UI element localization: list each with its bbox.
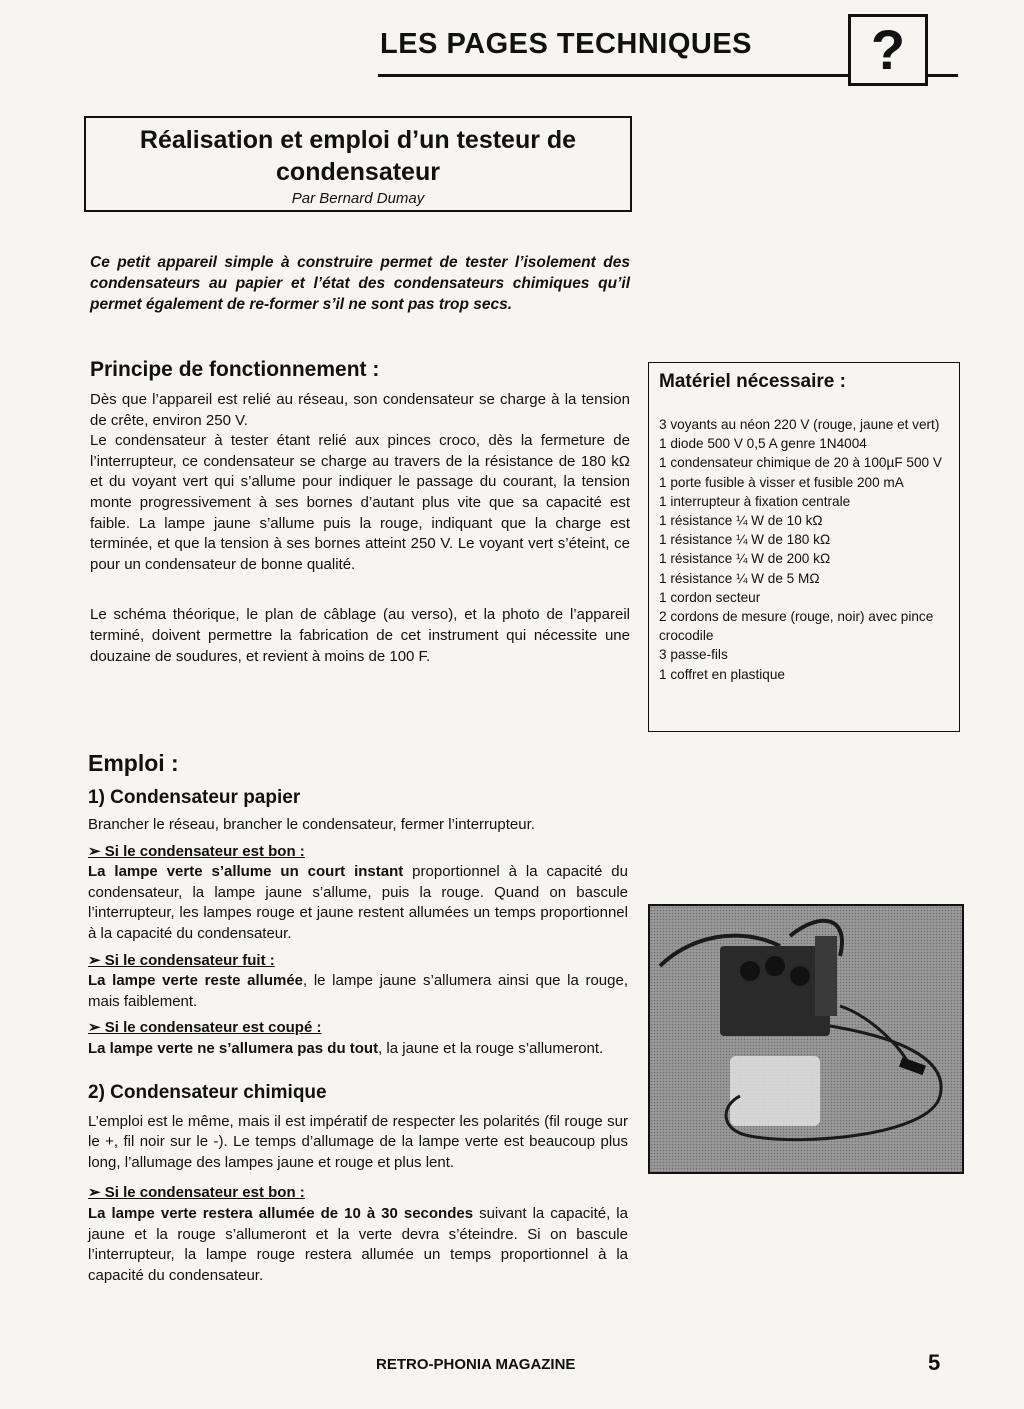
papier-fuit-text [88,971,628,1012]
materiel-item: 1 résistance ¼ W de 10 kΩ [659,513,823,529]
emploi-heading: Emploi : [88,750,179,776]
intro-paragraph: Ce petit appareil simple à construire permet de tester l’isolement des condensateurs au papier et l’état des condensateurs chimiques qu’il permet également de re-former s’il ne sont pas trop secs. [90,254,630,313]
emploi-section [88,750,628,1286]
materiel-item: 1 diode 500 V 0,5 A genre 1N4004 [659,436,867,452]
article-title-box [84,116,632,212]
papier-coupe-text [88,1039,628,1060]
materiel-item: 1 interrupteur à fixation centrale [659,493,851,509]
title-line-1: Réalisation et emploi d’un testeur de [139,126,577,154]
papier-fuit-label: ➢ Si le condensateur fuit : [88,951,275,969]
chimique-bon-rest: suivant la capacité, la jaune et la rouge s’allumeront et la verte devra s’éteindre. Si on bascule l’interrupteur, la lampe rouge restera allumée un temps proportionnel à la capacité du condensateur. [88,1204,628,1284]
title-line-2: condensateur [276,158,440,186]
principe-paragraph-2: Le condensateur à tester étant relié aux pinces croco, dès la fermeture de l’interrupteur, ce condensateur se charge au travers de la résistance de 180 kΩ et du voyant vert qui s’allume pour indiquer le passage du courant, la tension monte progressivement à ses bornes d’autant plus vite que sa capacité est faible. La lampe jaune s’allume puis la rouge, indiquant que la charge est terminée, et que la tension à ses bornes atteint 250 V. Le voyant vert s’éteint, ce pour un condensateur de bonne qualité. [90,432,630,573]
footer-magazine: RETRO-PHONIA MAGAZINE [376,1356,576,1373]
materiel-item: 1 porte fusible à visser et fusible 200 mA [659,474,904,490]
article-title [86,118,630,188]
device-photo-illustration [650,906,962,1172]
materiel-item: 1 coffret en plastique [659,666,785,682]
materiel-item: 3 voyants au néon 220 V (rouge, jaune et vert) [659,417,940,432]
chimique-intro: L’emploi est le même, mais il est impératif de respecter les polarités (fil rouge sur le +, fil noir sur le -). Le temps d’allumage de la lampe verte est beaucoup plus long, l’allumage des lampes jaune et rouge et plus lent. [88,1112,628,1171]
device-photo [648,904,964,1174]
papier-coupe-rest: , la jaune et la rouge s’allumeront. [378,1039,604,1057]
chimique-bon-text [88,1204,628,1286]
papier-coupe-label: ➢ Si le condensateur est coupé : [88,1019,322,1037]
section-title: LES PAGES TECHNIQUES [380,28,753,60]
principe-paragraph-1: Dès que l’appareil est relié au réseau, son condensateur se charge à la tension de crête, environ 250 V. [90,391,630,429]
materiel-item: 1 résistance ¼ W de 5 MΩ [659,570,820,586]
materiel-item: 3 passe-fils [659,647,728,663]
papier-bon-rest: proportionnel à la capacité du condensateur, la lampe jaune s’allume, puis la rouge. Quand on bascule l’interrupteur, les lampes rouge et jaune restent allumées un temps proportionnel à la capacité du condensateur. [88,863,628,942]
papier-bon-bold: La lampe verte s’allume un court instant [88,863,404,881]
materiel-item: 1 résistance ¼ W de 200 kΩ [659,551,831,567]
principe-heading: Principe de fonctionnement : [90,358,380,381]
principe-section [90,358,630,667]
papier-heading: 1) Condensateur papier [88,787,301,808]
papier-bon-text [88,862,628,944]
papier-fuit-bold: La lampe verte reste allumée [88,972,304,990]
chimique-heading: 2) Condensateur chimique [88,1081,327,1103]
materiel-item: 2 cordons de mesure (rouge, noir) avec pince crocodile [659,609,934,644]
byline: Par Bernard Dumay [291,190,425,207]
materiel-item: 1 cordon secteur [659,589,761,605]
materiel-box [648,362,960,732]
principe-paragraph-3: Le schéma théorique, le plan de câblage (au verso), et la photo de l’appareil terminé, doivent permettre la fabrication de cet instrument qui nécessite une douzaine de soudures, et revient à moins de 100 F. [90,606,630,665]
page-number: 5 [928,1350,941,1375]
question-badge: ? [848,14,928,86]
papier-intro: Brancher le réseau, brancher le condensateur, fermer l’interrupteur. [88,816,535,833]
chimique-bon-bold: La lampe verte restera allumée de 10 à 30 secondes [88,1204,474,1222]
papier-bon-label: ➢ Si le condensateur est bon : [88,842,305,860]
papier-fuit-rest: , le lampe jaune s’allumera ainsi que la rouge, mais faiblement. [88,972,628,1010]
materiel-heading: Matériel nécessaire : [659,371,846,392]
materiel-item: 1 condensateur chimique de 20 à 100µF 500 V [659,455,942,471]
papier-coupe-bold: La lampe verte ne s’allumera pas du tout [88,1039,379,1057]
materiel-item: 1 résistance ¼ W de 180 kΩ [659,532,831,548]
chimique-bon-label: ➢ Si le condensateur est bon : [88,1184,305,1202]
